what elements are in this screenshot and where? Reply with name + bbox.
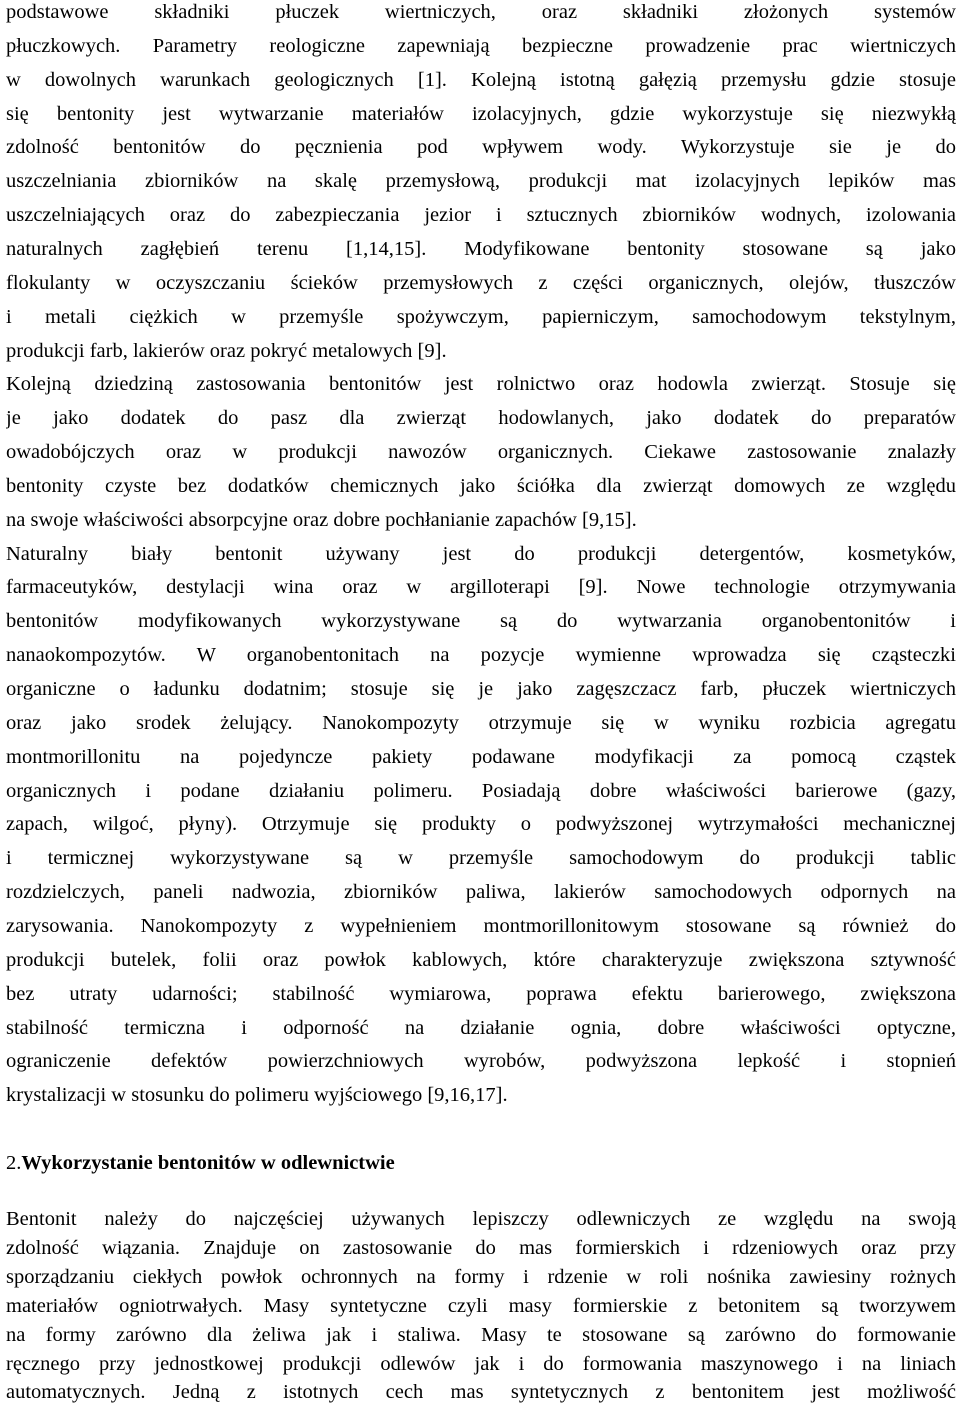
text-line: Bentonit należy do najczęściej używanych lepiszczy odlewniczych ze względu na swoją xyxy=(6,1208,956,1230)
text-line: krystalizacji w stosunku do polimeru wyjściowego [9,16,17]. xyxy=(6,1084,508,1107)
text-line: owadobójczych oraz w produkcji nawozów organicznych. Ciekawe zastosowanie znalazły xyxy=(6,441,956,464)
text-line: nanaokompozytów. W organobentonitach na pozycje wymienne wprowadza się cząsteczki xyxy=(6,644,956,667)
section-title: Wykorzystanie bentonitów w odlewnictwie xyxy=(21,1152,395,1174)
text-line: uszczelniania zbiorników na skalę przemysłową, produkcji mat izolacyjnych lepików mas xyxy=(6,170,956,193)
text-line: zdolność wiązania. Znajduje on zastosowanie do mas formierskich i rdzeniowych oraz przy xyxy=(6,1236,956,1259)
text-line: Kolejną dziedziną zastosowania bentonitów jest rolnictwo oraz hodowla zwierząt. Stosuje się xyxy=(6,373,956,396)
text-line: ręcznego przy jednostkowej produkcji odlewów jak i do formowania maszynowego i na liniach xyxy=(6,1352,956,1375)
text-line: produkcji butelek, folii oraz powłok kablowych, które charakteryzuje zwiększona sztywność xyxy=(6,948,956,971)
text-line: bez utraty udarności; stabilność wymiarowa, poprawa efektu barierowego, zwiększona xyxy=(6,982,956,1005)
text-line: i metali ciężkich w przemyśle spożywczym, papierniczym, samochodowym tekstylnym, xyxy=(6,305,956,328)
section-number: 2. xyxy=(6,1152,22,1174)
text-line: organicznych i podane działaniu polimeru. Posiadają dobre właściwości barierowe (gazy, xyxy=(6,779,956,802)
text-line: w dowolnych warunkach geologicznych [1]. Kolejną istotną gałęzią przemysłu gdzie stosuje xyxy=(6,68,956,91)
text-line: uszczelniających oraz do zabezpieczania jezior i sztucznych zbiorników wodnych, izolowania xyxy=(6,204,956,227)
text-line: montmorillonitu na pojedyncze pakiety podawane modyfikacji za pomocą cząstek xyxy=(6,745,956,768)
text-line: oraz jako srodek żelujący. Nanokompozyty otrzymuje się w wyniku rozbicia agregatu xyxy=(6,711,956,734)
text-line: podstawowe składniki płuczek wiertniczych, oraz składniki złożonych systemów xyxy=(6,1,956,23)
text-line: i termicznej wykorzystywane są w przemyśle samochodowym do produkcji tablic xyxy=(6,847,956,870)
text-line: automatycznych. Jedną z istotnych cech mas syntetycznych z bentonitem jest możliwość xyxy=(6,1381,956,1404)
text-line: produkcji farb, lakierów oraz pokryć metalowych [9]. xyxy=(6,339,447,362)
text-line: stabilność termiczna i odporność na działanie ognia, dobre właściwości optyczne, xyxy=(6,1016,956,1039)
text-line: zdolność bentonitów do pęcznienia pod wpływem wody. Wykorzystuje sie je do xyxy=(6,136,956,159)
text-line: flokulanty w oczyszczaniu ścieków przemysłowych z części organicznych, olejów, tłuszczów xyxy=(6,271,956,294)
text-line: bentonitów modyfikowanych wykorzystywane są do wytwarzania organobentonitów i xyxy=(6,610,956,633)
text-line: na formy zarówno dla żeliwa jak i staliwa. Masy te stosowane są zarówno do formowanie xyxy=(6,1323,956,1346)
text-line: je jako dodatek do pasz dla zwierząt hodowlanych, jako dodatek do preparatów xyxy=(6,407,956,430)
text-line: Naturalny biały bentonit używany jest do produkcji detergentów, kosmetyków, xyxy=(6,542,956,565)
section-heading xyxy=(6,1148,395,1178)
text-line: bentonity czyste bez dodatków chemicznych jako ściółka dla zwierząt domowych ze względu xyxy=(6,474,956,497)
text-line: ograniczenie defektów powierzchniowych wyrobów, podwyższona lepkość i stopnień xyxy=(6,1050,956,1073)
document-page xyxy=(6,0,956,1408)
text-line: organiczne o ładunku dodatnim; stosuje się je jako zagęszczacz farb, płuczek wiertniczych xyxy=(6,678,956,700)
text-line: materiałów ogniotrwałych. Masy syntetyczne czyli masy formierskie z betonitem są tworzywem xyxy=(6,1294,956,1317)
text-line: się bentonity jest wytwarzanie materiałów izolacyjnych, gdzie wykorzystuje się niezwykłą xyxy=(6,102,956,125)
text-line: zarysowania. Nanokompozyty z wypełnieniem montmorillonitowym stosowane są również do xyxy=(6,914,956,937)
text-line: płuczkowych. Parametry reologiczne zapewniają bezpieczne prowadzenie prac wiertniczych xyxy=(6,34,956,57)
text-line: farmaceutyków, destylacji wina oraz w argilloterapi [9]. Nowe technologie otrzymywania xyxy=(6,576,956,599)
text-line: sporządzaniu ciekłych powłok ochronnych na formy i rdzenie w roli nośnika zawiesiny rożnych xyxy=(6,1265,956,1288)
text-line: na swoje właściwości absorpcyjne oraz dobre pochłanianie zapachów [9,15]. xyxy=(6,508,637,531)
text-line: rozdzielczych, paneli nadwozia, zbiorników paliwa, lakierów samochodowych odpornych na xyxy=(6,881,956,904)
text-line: naturalnych zagłębień terenu [1,14,15]. Modyfikowane bentonity stosowane są jako xyxy=(6,237,956,260)
text-line: zapach, wilgoć, płyny). Otrzymuje się produkty o podwyższonej wytrzymałości mechanicznej xyxy=(6,813,956,836)
